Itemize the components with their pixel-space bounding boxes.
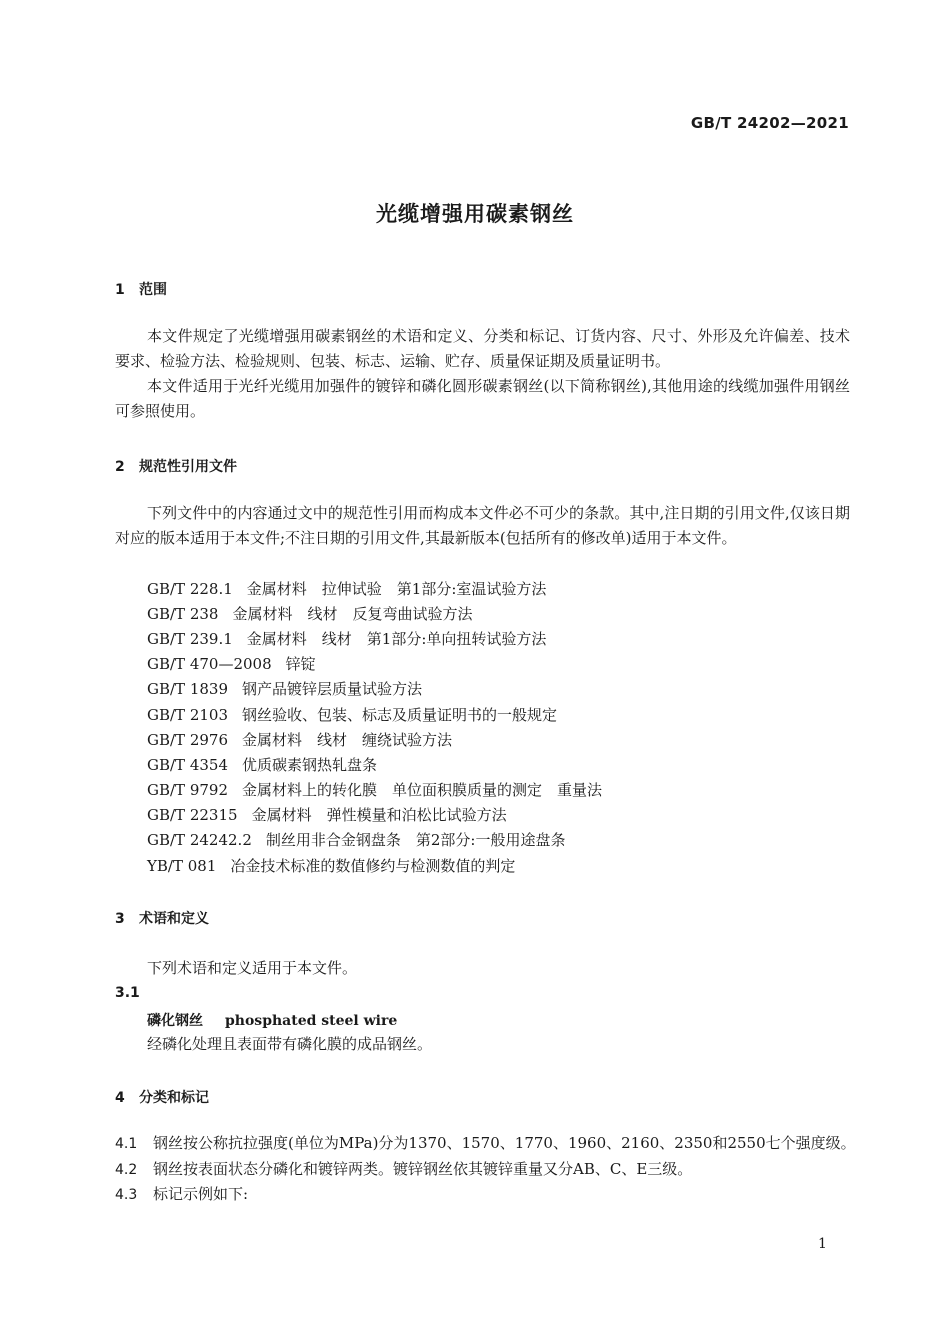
reference-title: 制丝用非合金钢盘条 第2部分:一般用途盘条	[265, 831, 566, 849]
reference-title: 金属材料上的转化膜 单位面积膜质量的测定 重量法	[242, 781, 603, 799]
reference-code: GB/T 2976	[147, 731, 229, 749]
section-title: 规范性引用文件	[139, 459, 237, 475]
reference-item	[147, 753, 377, 778]
section-number: 3	[115, 911, 125, 927]
clause	[115, 1157, 692, 1183]
reference-title: 钢丝验收、包装、标志及质量证明书的一般规定	[242, 706, 558, 724]
reference-code: GB/T 238	[147, 605, 219, 623]
reference-item	[147, 652, 316, 677]
term-entry	[147, 1010, 397, 1030]
reference-title: 金属材料 线材 缠绕试验方法	[242, 731, 453, 749]
reference-code: GB/T 2103	[147, 706, 229, 724]
section-title: 范围	[139, 282, 167, 298]
reference-title: 金属材料 弹性模量和泊松比试验方法	[251, 806, 507, 824]
reference-item	[147, 803, 507, 828]
term-definition: 经磷化处理且表面带有磷化膜的成品钢丝。	[147, 1035, 433, 1053]
reference-item	[147, 828, 565, 853]
term-number: 3.1	[115, 985, 140, 1001]
section-number: 4	[115, 1090, 125, 1106]
reference-title: 锌锭	[285, 655, 316, 673]
reference-item	[147, 627, 546, 652]
section-heading-normative-references	[115, 456, 237, 476]
reference-code: GB/T 470—2008	[147, 655, 272, 673]
reference-title: 金属材料 线材 第1部分:单向扭转试验方法	[246, 630, 547, 648]
term-english: phosphated steel wire	[225, 1013, 398, 1029]
section-heading-terms	[115, 908, 209, 928]
clause-number: 4.3	[115, 1187, 138, 1203]
clause-number: 4.2	[115, 1162, 138, 1178]
paragraph: 本文件适用于光纤光缆用加强件的镀锌和磷化圆形碳素钢丝(以下简称钢丝),其他用途的线缆加强件用钢丝可参照使用。	[115, 377, 850, 420]
clause-text: 钢丝按表面状态分磷化和镀锌两类。镀锌钢丝依其镀锌重量又分AB、C、E三级。	[153, 1160, 693, 1178]
reference-title: 钢产品镀锌层质量试验方法	[242, 680, 423, 698]
section-heading-scope	[115, 279, 167, 299]
paragraph: 下列文件中的内容通过文中的规范性引用而构成本文件必不可少的条款。其中,注日期的引用文件,仅该日期对应的版本适用于本文件;不注日期的引用文件,其最新版本(包括所有的修改单)适用于本文件。	[115, 504, 850, 547]
reference-item	[147, 577, 546, 602]
clause-text: 钢丝按公称抗拉强度(单位为MPa)分为1370、1570、1770、1960、2160、2350和2550七个强度级。	[153, 1134, 856, 1152]
reference-title: 冶金技术标准的数值修约与检测数值的判定	[230, 857, 516, 875]
reference-code: YB/T 081	[147, 857, 217, 875]
reference-item	[147, 703, 557, 728]
reference-code: GB/T 9792	[147, 781, 229, 799]
clause	[115, 1182, 248, 1208]
document-title: 光缆增强用碳素钢丝	[376, 202, 574, 226]
reference-code: GB/T 239.1	[147, 630, 233, 648]
reference-title: 优质碳素钢热轧盘条	[242, 756, 378, 774]
section-title: 分类和标记	[139, 1090, 209, 1106]
section-number: 1	[115, 282, 125, 298]
term-chinese: 磷化钢丝	[147, 1013, 203, 1029]
section-title: 术语和定义	[139, 911, 209, 927]
paragraph: 本文件规定了光缆增强用碳素钢丝的术语和定义、分类和标记、订货内容、尺寸、外形及允许偏差、技术要求、检验方法、检验规则、包装、标志、运输、贮存、质量保证期及质量证明书。	[115, 327, 850, 370]
reference-code: GB/T 24242.2	[147, 831, 252, 849]
page-number: 1	[818, 1236, 827, 1252]
terms-intro: 下列术语和定义适用于本文件。	[147, 959, 358, 977]
reference-title: 金属材料 线材 反复弯曲试验方法	[232, 605, 473, 623]
standard-code: GB/T 24202—2021	[690, 114, 849, 132]
reference-code: GB/T 22315	[147, 806, 238, 824]
reference-item	[147, 854, 515, 879]
clause-number: 4.1	[115, 1136, 138, 1152]
reference-item	[147, 602, 472, 627]
clause-text: 标记示例如下:	[153, 1185, 249, 1203]
reference-title: 金属材料 拉伸试验 第1部分:室温试验方法	[246, 580, 547, 598]
section-heading-classification	[115, 1087, 209, 1107]
reference-item	[147, 778, 602, 803]
reference-item	[147, 728, 452, 753]
reference-code: GB/T 228.1	[147, 580, 233, 598]
clause	[115, 1131, 856, 1157]
reference-code: GB/T 1839	[147, 680, 229, 698]
section-number: 2	[115, 459, 125, 475]
reference-item	[147, 677, 422, 702]
reference-code: GB/T 4354	[147, 756, 229, 774]
